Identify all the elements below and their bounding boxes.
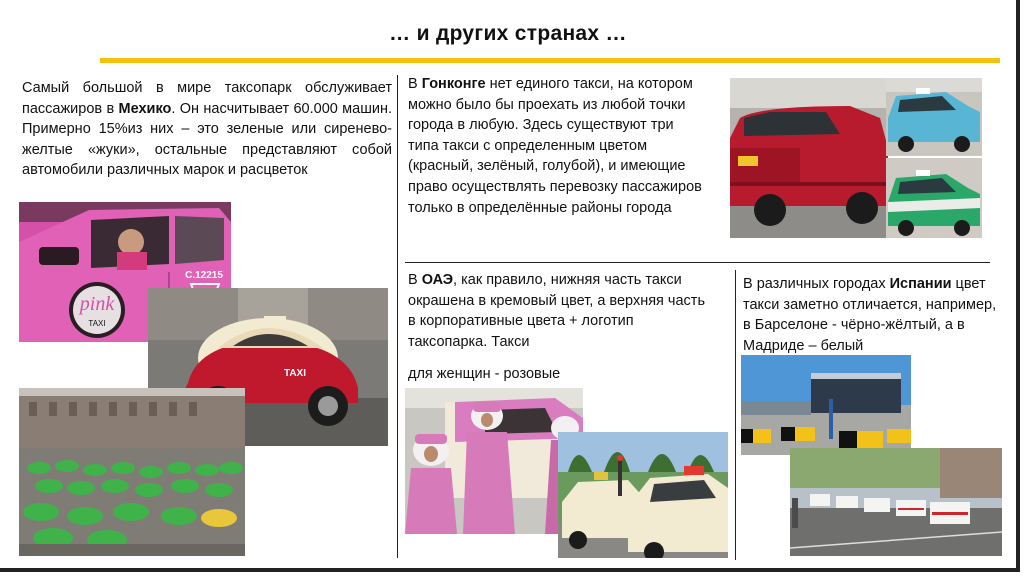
beetle-sign-text: TAXI <box>283 368 307 379</box>
mexico-bold: Мехико <box>118 100 172 117</box>
uae-bold: ОАЭ <box>421 272 454 288</box>
hongkong-bold: Гонконге <box>421 76 486 92</box>
photo-uae-cream-taxis <box>558 432 728 558</box>
spain-paragraph <box>743 274 1005 356</box>
uae-paragraph <box>408 270 708 352</box>
photo-madrid-taxis <box>790 448 1002 556</box>
title-underline <box>100 58 1000 63</box>
mexico-text-before: Самый большой в мире таксопарк обслуживает пассажиров в <box>22 80 392 117</box>
uae-text-before: В <box>408 272 422 288</box>
divider-vertical-secondary <box>735 270 736 560</box>
uae-text-after: , как правило, нижняя часть такси окрашена в кремовый цвет, а верхняя часть в корпоративные цвета + логотип таксопарка. Такси <box>408 272 705 350</box>
photo-mexico-city-taxis <box>19 388 245 556</box>
hongkong-paragraph <box>408 74 708 218</box>
pink-brand-text: pink <box>79 293 115 315</box>
spain-text-after: цвет такси заметно отличается, например, в Барселоне - чёрно-жёлтый, а в Мадриде – белый <box>743 276 997 354</box>
photo-hongkong-red-taxi <box>730 78 888 238</box>
photo-barcelona-taxis <box>741 355 911 455</box>
divider-vertical-main <box>397 75 398 558</box>
hongkong-text-after: нет единого такси, на котором можно было бы проехать из любой точки города в любую. Здесь существуют три типа такси с определенным цветом (красный, зелёный, голубой), и имеющие право осуществлять перевозку пассажиров только в определённые районы города <box>408 76 702 216</box>
photo-hongkong-green-taxi <box>886 158 982 238</box>
hongkong-text-before: В <box>408 76 422 92</box>
photo-uae-pink-taxi <box>405 388 583 534</box>
slide-title: … и других странах … <box>389 22 627 45</box>
spain-text-before: В различных городах <box>743 276 890 292</box>
divider-horizontal <box>405 262 990 263</box>
uae-paragraph-line2: для женщин - розовые <box>408 366 561 382</box>
mexico-text-after: . Он насчитывает 60.000 машин. Примерно 15%из них – это зеленые или сиренево-желтые «жуки», остальные представляют собой автомобили различных марок и расцветок <box>22 100 392 179</box>
pink-sub-text: TAXI <box>88 319 106 328</box>
photo-hongkong-blue-taxi <box>886 78 982 156</box>
door-number-text: C.12215 <box>185 270 223 281</box>
mexico-paragraph <box>22 78 392 181</box>
spain-bold: Испании <box>889 276 952 292</box>
